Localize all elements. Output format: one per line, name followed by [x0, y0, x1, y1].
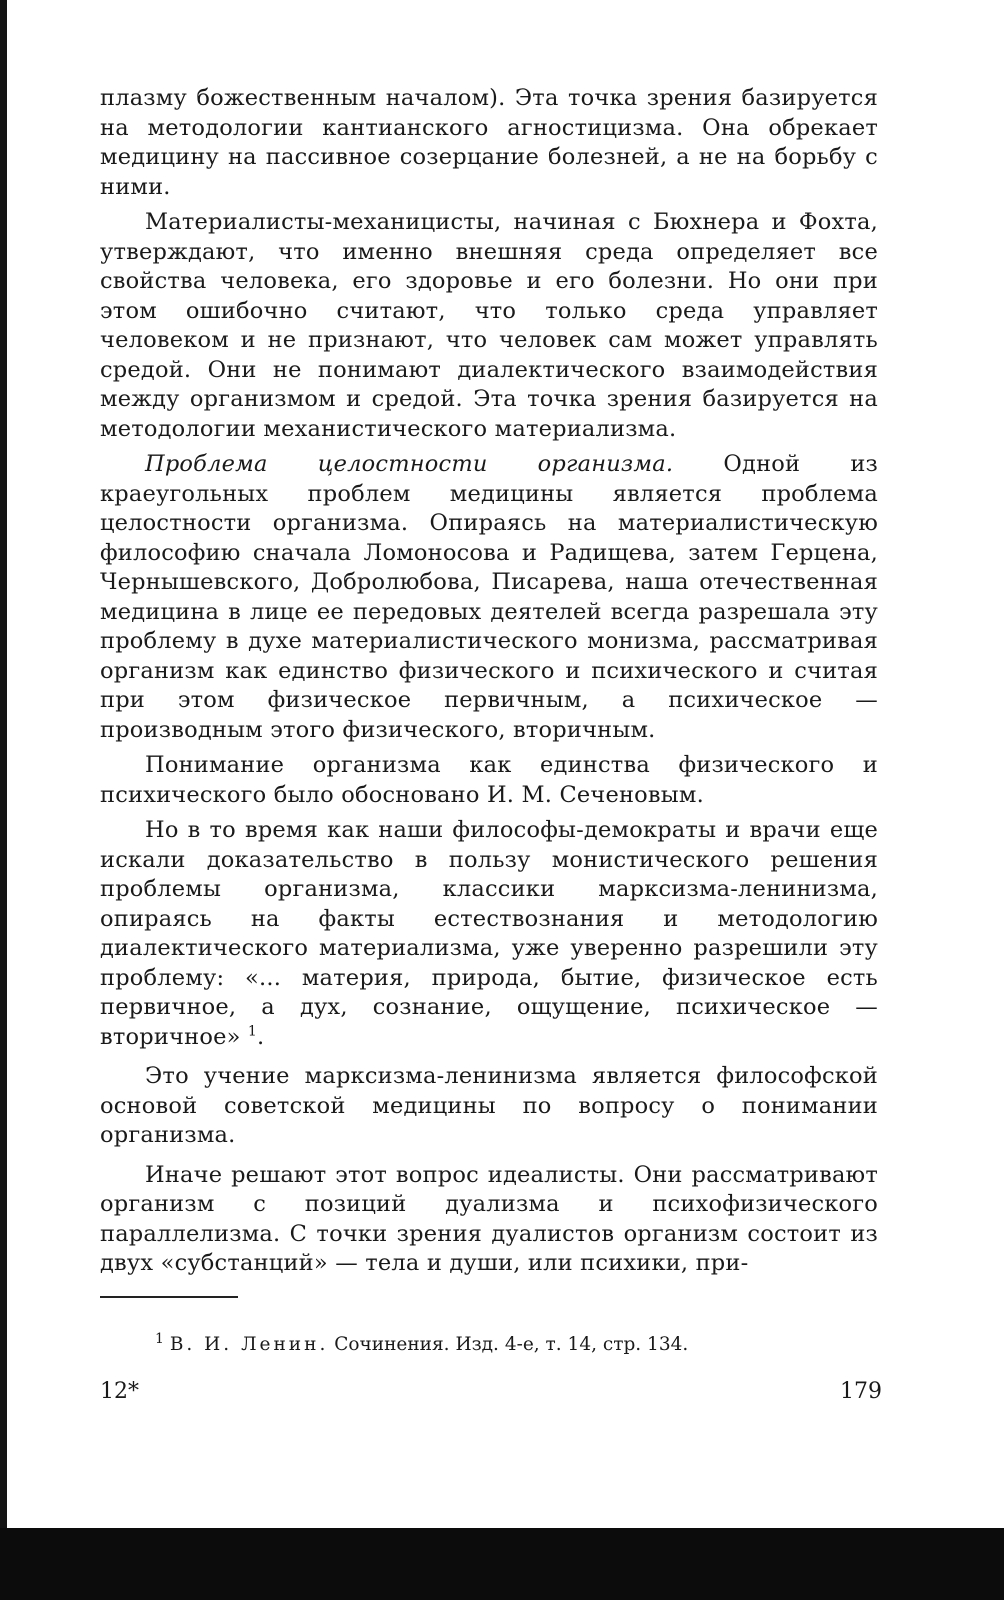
footnote-source: Сочинения. Изд. 4-е, т. 14, стр. 134.	[334, 1334, 689, 1355]
paragraph-4: Понимание организма как единства физического и психического было обосновано И. М. Сеченовым.	[100, 752, 878, 808]
footnote-rule	[100, 1296, 238, 1298]
page-number: 179	[840, 1379, 882, 1404]
paragraph-1: плазму божественным началом). Эта точка зрения базируется на методологии кантианского агностицизма. Она обрекает медицину на пассивное созерцание болезней, а не на борьбу с ними.	[100, 85, 878, 200]
scan-left-edge	[0, 0, 7, 1532]
footnote-number: 1	[155, 1330, 164, 1347]
footnote-author: В. И. Ленин.	[169, 1334, 329, 1355]
paragraph-3	[100, 450, 878, 745]
scan-bottom-edge	[0, 1528, 1004, 1600]
paragraph-3-text: Одной из краеугольных проблем медицины является проблема целостности организма. Опираясь на материалистическую философию сначала Ломоносова и Радищева, затем Герцена, Чернышевского, Добролюбова, Писарева, наша отечественная медицина в лице ее передовых деятелей всегда разрешала эту проблему в духе материалистического монизма, рассматривая организм как единство физического и психического и считая при этом физическое первичным, а психическое — производным этого физического, вторичным.	[100, 451, 879, 743]
paragraph-2: Материалисты-механицисты, начиная с Бюхнера и Фохта, утверждают, что именно внешняя среда определяет все свойства человека, его здоровье и его болезни. Но они при этом ошибочно считают, что только среда управляет человеком и не признают, что человек сам может управлять средой. Они не понимают диалектического взаимодействия между организмом и средой. Эта точка зрения базируется на методологии механистического материализма.	[100, 209, 878, 442]
signature-mark: 12*	[100, 1379, 139, 1404]
reference-suffix: .	[257, 1023, 265, 1050]
footnote-reference: 1	[247, 1023, 258, 1039]
italic-heading: Проблема целостности организма.	[145, 451, 674, 477]
footnote	[155, 1330, 855, 1357]
page-body	[100, 84, 878, 1285]
paragraph-7: Иначе решают этот вопрос идеалисты. Они рассматривают организм с позиций дуализма и психофизического параллелизма. С точки зрения дуалистов организм состоит из двух «субстанций» — тела и души, или психики, при-	[100, 1161, 878, 1276]
paragraph-5	[100, 816, 878, 1052]
paragraph-6: Это учение марксизма-ленинизма является философской основой советской медицины по вопросу о понимании организма.	[100, 1063, 878, 1148]
paragraph-5-text: Но в то время как наши философы-демократы и врачи еще искали доказательство в пользу монистического решения проблемы организма, классики марксизма-ленинизма, опираясь на факты естествознания и методологию диалектического материализма, уже уверенно разрешили эту проблему: «... материя, природа, бытие, физическое есть первичное, а дух, сознание, ощущение, психическое — вторичное»	[100, 817, 878, 1050]
